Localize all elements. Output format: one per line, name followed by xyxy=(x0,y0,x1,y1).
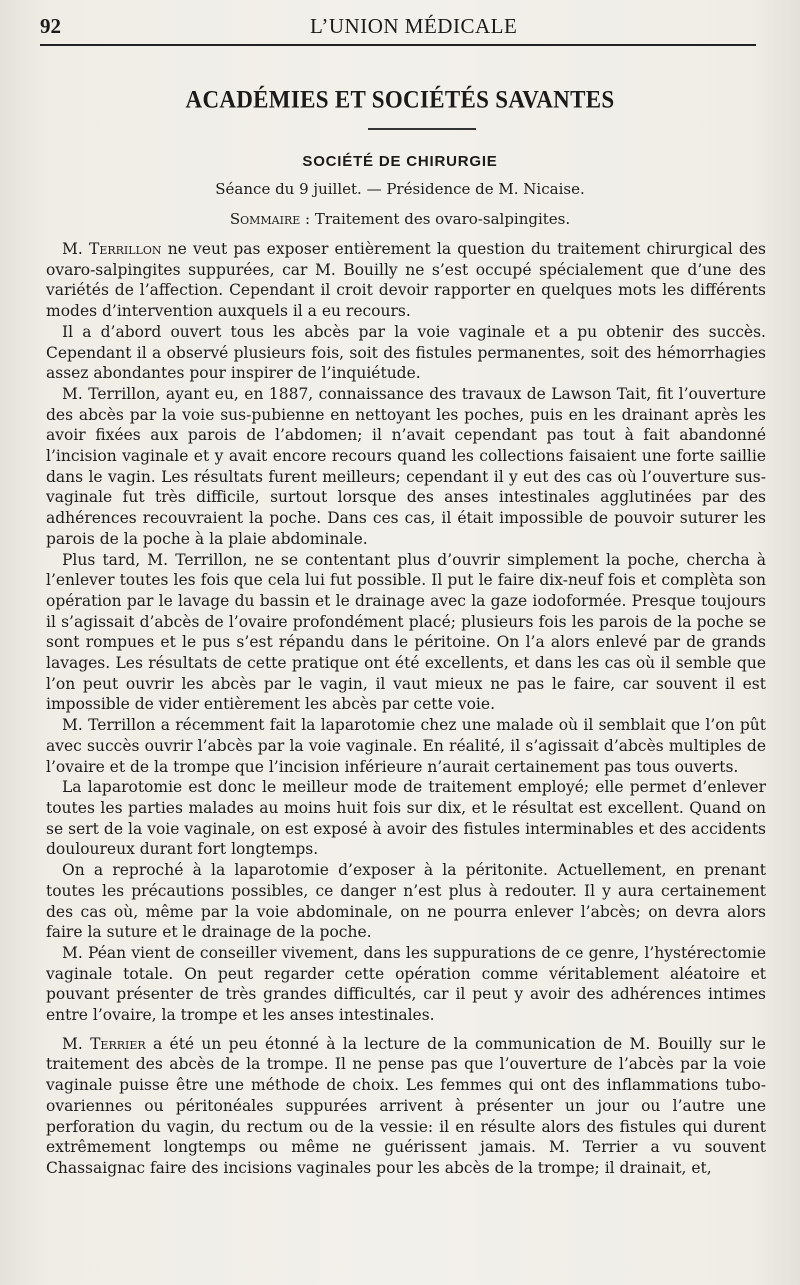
body-paragraph xyxy=(46,715,766,777)
session-line: Séance du 9 juillet. — Présidence de M. Nicaise. xyxy=(215,180,585,198)
body-paragraph xyxy=(46,239,766,322)
body-paragraph xyxy=(46,777,766,860)
paragraph-text: ne veut pas exposer entièrement la question du traitement chirurgical des ovaro-salpingites suppurées, car M. Bouilly ne s’est occupé spécialement que d’une des variétés de l’affection. Cependant il croit devoir rapporter en quelques mots les différents modes d’intervention auxquels il a eu recours. xyxy=(46,240,766,321)
journal-title: L’UNION MÉDICALE xyxy=(310,14,518,38)
body-paragraph xyxy=(46,384,766,550)
body-paragraph xyxy=(46,943,766,1026)
speaker-name: M. Terrillon xyxy=(62,240,162,258)
summary-line xyxy=(0,210,800,228)
society-name: SOCIÉTÉ DE CHIRURGIE xyxy=(302,153,498,170)
heading-rule xyxy=(368,128,476,130)
paragraph-text: Plus tard, M. Terrillon, ne se contentant plus d’ouvrir simplement la poche, chercha à l’enlever toutes les fois que cela lui fut possible. Il put le faire dix-neuf fois et complèta son opération par le lavage du bassin et le drainage avec la gaze iodoformée. Presque toujours il s’agissait d’abcès de l’ovaire profondément placé; plusieurs fois les parois de la poche se sont rompues et le pus s’est répandu dans le péritoine. On l’a alors enlevé par de grands lavages. Les résultats de cette pratique ont été excellents, et dans les cas où il semble que l’on peut ouvrir les abcès par le vagin, il vaut mieux ne pas le faire, car souvent il est impossible de vider entièrement les abcès par cette voie. xyxy=(46,550,766,714)
speaker-name: M. Terrier xyxy=(62,1034,146,1053)
paragraph-text: M. Péan vient de conseiller vivement, dans les suppurations de ce genre, l’hystérectomie vaginale totale. On peut regarder cette opération comme véritablement aléatoire et pouvant présenter de très grandes difficultés, car il peut y avoir des adhérences intimes entre l’ovaire, la trompe et les anses intestinales. xyxy=(46,943,766,1025)
body-paragraph xyxy=(46,550,766,716)
page-number: 92 xyxy=(40,14,61,38)
paragraph-text: M. Terrillon a récemment fait la laparotomie chez une malade où il semblait que l’on pût avec succès ouvrir l’abcès par la voie vaginale. En réalité, il s’agissait d’abcès multiples de l’ovaire et de la trompe que l’incision inférieure n’aurait certainement pas tous ouverts. xyxy=(46,716,766,776)
section-heading: ACADÉMIES ET SOCIÉTÉS SAVANTES xyxy=(185,85,615,113)
summary-label: Sommaire xyxy=(229,210,301,228)
header-rule xyxy=(40,44,756,46)
body-paragraph xyxy=(46,860,766,943)
paragraph-text: On a reproché à la laparotomie d’exposer à la péritonite. Actuellement, en prenant toutes les précautions possibles, ce danger n’est plus à redouter. Il y aura certainement des cas où, même par la voie abdominale, on ne pourra enlever l’abcès; on devra alors faire la suture et le drainage de la poche. xyxy=(46,861,766,942)
paragraph-text: a été un peu étonné à la lecture de la communication de M. Bouilly sur le traitement des abcès de la trompe. Il ne pense pas que l’ouverture de l’abcès par la voie vaginale puisse être une méthode de choix. Les femmes qui ont des inflammations tubo-ovariennes ou péritonéales suppurées arrivent à présenter un jour ou l’autre une perforation du vagin, du rectum ou de la vessie: il en résulte alors des fistules qui durent extrêmement longtemps ou même ne guérissent jamais. M. Terrier a vu souvent Chassaignac faire des incisions vaginales pour les abcès de la trompe; il drainait, et, xyxy=(46,1034,766,1177)
article-body xyxy=(46,239,766,1179)
paragraph-text: La laparotomie est donc le meilleur mode de traitement employé; elle permet d’enlever toutes les parties malades au moins huit fois sur dix, et le résultat est excellent. Quand on se sert de la voie vaginale, on est exposé à avoir des fistules interminables et des accidents douloureux durant fort longtemps. xyxy=(46,778,766,859)
body-paragraph xyxy=(46,1034,766,1179)
paragraph-text: Il a d’abord ouvert tous les abcès par la voie vaginale et a pu obtenir des succès. Cependant il a observé plusieurs fois, soit des fistules permanentes, soit des hémorrhagies assez abondantes pour inspirer de l’inquiétude. xyxy=(46,322,766,383)
body-paragraph xyxy=(46,322,766,384)
running-head xyxy=(40,14,772,40)
paragraph-text: M. Terrillon, ayant eu, en 1887, connaissance des travaux de Lawson Tait, fit l’ouverture des abcès par la voie sus-pubienne en nettoyant les poches, puis en les drainant après les avoir fixées aux parois de l’abdomen; il n’avait cependant pas tout à fait abandonné l’incision vaginale et y avait encore recours quand les collections faisaient une forte saillie dans le vagin. Les résultats furent meilleurs; cependant il y eut des cas où l’ouverture sus-vaginale fut très difficile, surtout lorsque des anses intestinales agglutinées par des adhérences recouvraient la poche. Dans ces cas, il était impossible de pouvoir suturer les parois de la poche à la plaie abdominale. xyxy=(46,384,766,548)
summary-text: : Traitement des ovaro-salpingites. xyxy=(300,210,571,228)
